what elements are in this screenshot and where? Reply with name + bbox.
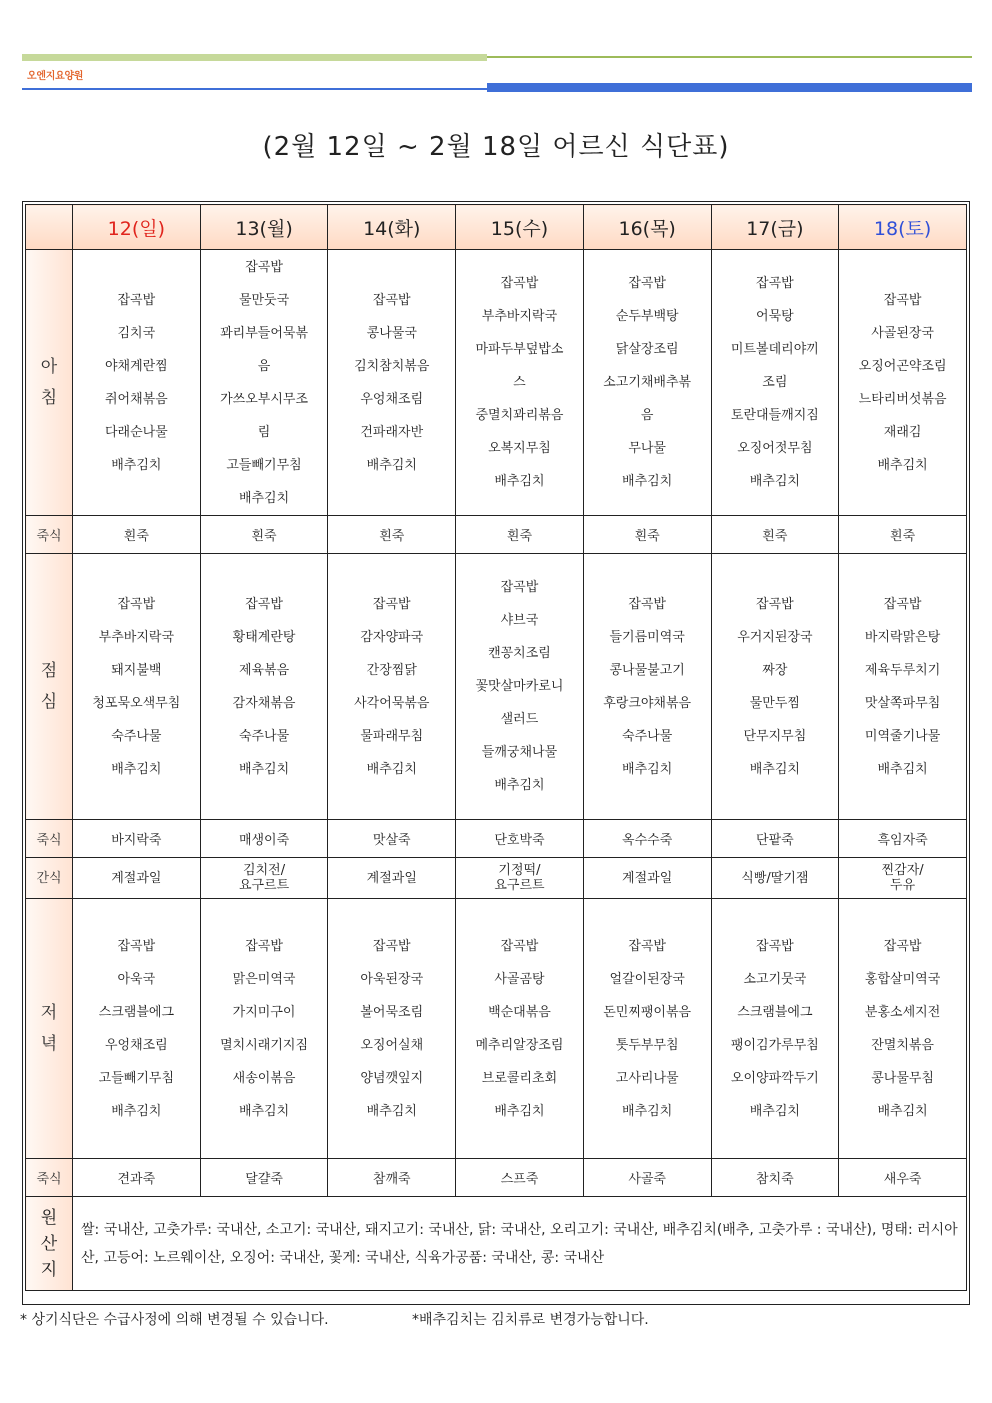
dinner-cell: 잡곡밥 소고기뭇국 스크램블에그 팽이김가루무침 오이양파깍두기 배추김치	[711, 899, 839, 1159]
porridge-cell: 흰죽	[711, 516, 839, 554]
porridge-cell: 참치죽	[711, 1159, 839, 1197]
lunch-cell: 잡곡밥 우거지된장국 짜장 물만두찜 단무지무침 배추김치	[711, 554, 839, 820]
lunch-cell: 잡곡밥 바지락맑은탕 제육두루치기 맛살쪽파무침 미역줄기나물 배추김치	[839, 554, 967, 820]
dinner-cell: 잡곡밥 얼갈이된장국 돈민찌팽이볶음 톳두부무침 고사리나물 배추김치	[583, 899, 711, 1159]
porridge-cell: 달걀죽	[200, 1159, 328, 1197]
lunch-porridge-row	[26, 820, 967, 858]
porridge-cell: 새우죽	[839, 1159, 967, 1197]
snack-cell: 계절과일	[328, 858, 456, 899]
day-mon: 13(월)	[200, 205, 328, 250]
footnote-change-notice: * 상기식단은 수급사정에 의해 변경될 수 있습니다.	[20, 1312, 329, 1328]
snack-label: 간식	[26, 858, 73, 899]
snack-cell: 계절과일	[73, 858, 201, 899]
snack-cell: 계절과일	[583, 858, 711, 899]
dinner-cell: 잡곡밥 홍합살미역국 분홍소세지전 잔멸치볶음 콩나물무침 배추김치	[839, 899, 967, 1159]
porridge-cell: 매생이죽	[200, 820, 328, 858]
lunch-cell: 잡곡밥 황태계란탕 제육볶음 감자채볶음 숙주나물 배추김치	[200, 554, 328, 820]
porridge-cell: 흰죽	[200, 516, 328, 554]
meal-table	[25, 204, 967, 1291]
header-green-line	[487, 56, 972, 58]
header-green-bar	[22, 54, 487, 61]
breakfast-row	[26, 250, 967, 516]
breakfast-cell: 잡곡밥 어묵탕 미트볼데리야끼 조림 토란대들깨지짐 오징어젓무침 배추김치	[711, 250, 839, 516]
lunch-row	[26, 554, 967, 820]
dinner-label: 저 녁	[26, 899, 73, 1159]
day-header-row	[26, 205, 967, 250]
porridge-cell: 흰죽	[456, 516, 584, 554]
corner-cell	[26, 205, 73, 250]
porridge-cell: 견과죽	[73, 1159, 201, 1197]
origin-row	[26, 1197, 967, 1291]
day-sun: 12(일)	[73, 205, 201, 250]
porridge-cell: 흰죽	[839, 516, 967, 554]
porridge-cell: 단호박죽	[456, 820, 584, 858]
origin-label: 원 산 지	[26, 1197, 73, 1291]
dinner-cell: 잡곡밥 아욱국 스크램블에그 우엉채조림 고들빼기무침 배추김치	[73, 899, 201, 1159]
snack-cell: 김치전/ 요구르트	[200, 858, 328, 899]
breakfast-cell: 잡곡밥 콩나물국 김치참치볶음 우엉채조림 건파래자반 배추김치	[328, 250, 456, 516]
breakfast-label: 아 침	[26, 250, 73, 516]
breakfast-cell: 잡곡밥 김치국 야채계란찜 쥐어채볶음 다래순나물 배추김치	[73, 250, 201, 516]
breakfast-cell: 잡곡밥 물만둣국 꽈리부들어묵볶 음 가쓰오부시무조 림 고들빼기무침 배추김치	[200, 250, 328, 516]
footnote-kimchi-notice: *배추김치는 김치류로 변경가능합니다.	[412, 1312, 649, 1328]
dinner-cell: 잡곡밥 맑은미역국 가지미구이 멸치시래기지짐 새송이볶음 배추김치	[200, 899, 328, 1159]
porridge-cell: 사골죽	[583, 1159, 711, 1197]
day-wed: 15(수)	[456, 205, 584, 250]
lunch-label: 점 심	[26, 554, 73, 820]
header-blue-line	[22, 88, 487, 90]
porridge-label: 죽식	[26, 516, 73, 554]
porridge-cell: 참깨죽	[328, 1159, 456, 1197]
dinner-cell: 잡곡밥 아욱된장국 볼어묵조림 오징어실채 양념깻잎지 배추김치	[328, 899, 456, 1159]
breakfast-cell: 잡곡밥 사골된장국 오징어곤약조림 느타리버섯볶음 재래김 배추김치	[839, 250, 967, 516]
snack-cell: 기정떡/ 요구르트	[456, 858, 584, 899]
page-title: (2월 12일 ~ 2월 18일 어르신 식단표)	[262, 132, 730, 162]
header-blue-bar	[487, 83, 972, 92]
snack-cell: 찐감자/ 두유	[839, 858, 967, 899]
day-tue: 14(화)	[328, 205, 456, 250]
breakfast-cell: 잡곡밥 부추바지락국 마파두부덮밥소 스 중멸치꽈리볶음 오복지무침 배추김치	[456, 250, 584, 516]
porridge-label: 죽식	[26, 820, 73, 858]
day-fri: 17(금)	[711, 205, 839, 250]
brand-name: 오엔지요양원	[27, 71, 84, 82]
porridge-cell: 바지락죽	[73, 820, 201, 858]
porridge-cell: 단팥죽	[711, 820, 839, 858]
porridge-cell: 흰죽	[73, 516, 201, 554]
porridge-cell: 흰죽	[583, 516, 711, 554]
day-sat: 18(토)	[839, 205, 967, 250]
dinner-cell: 잡곡밥 사골곰탕 백순대볶음 메추리알장조림 브로콜리초회 배추김치	[456, 899, 584, 1159]
snack-row	[26, 858, 967, 899]
porridge-cell: 흑임자죽	[839, 820, 967, 858]
breakfast-porridge-row	[26, 516, 967, 554]
lunch-cell: 잡곡밥 샤브국 캔꽁치조림 꽃맛살마카로니 샐러드 들깨궁채나물 배추김치	[456, 554, 584, 820]
porridge-cell: 옥수수죽	[583, 820, 711, 858]
lunch-cell: 잡곡밥 감자양파국 간장찜닭 사각어묵볶음 물파래무침 배추김치	[328, 554, 456, 820]
origin-text: 쌀: 국내산, 고춧가루: 국내산, 소고기: 국내산, 돼지고기: 국내산, 닭: 국내산, 오리고기: 국내산, 배추김치(배추, 고춧가루 : 국내산), 명태: 러시아산, 고등어: 노르웨이산, 오징어: 국내산, 꽃게: 국내산, 식육가공품: 국내산, 콩: 국내산	[73, 1197, 967, 1291]
lunch-cell: 잡곡밥 들기름미역국 콩나물불고기 후랑크야채볶음 숙주나물 배추김치	[583, 554, 711, 820]
day-thu: 16(목)	[583, 205, 711, 250]
lunch-cell: 잡곡밥 부추바지락국 돼지불백 청포묵오색무침 숙주나물 배추김치	[73, 554, 201, 820]
snack-cell: 식빵/딸기잼	[711, 858, 839, 899]
dinner-porridge-row	[26, 1159, 967, 1197]
porridge-label: 죽식	[26, 1159, 73, 1197]
porridge-cell: 맛살죽	[328, 820, 456, 858]
porridge-cell: 흰죽	[328, 516, 456, 554]
porridge-cell: 스프죽	[456, 1159, 584, 1197]
breakfast-cell: 잡곡밥 순두부백탕 닭살장조림 소고기채배추볶 음 무나물 배추김치	[583, 250, 711, 516]
dinner-row	[26, 899, 967, 1159]
